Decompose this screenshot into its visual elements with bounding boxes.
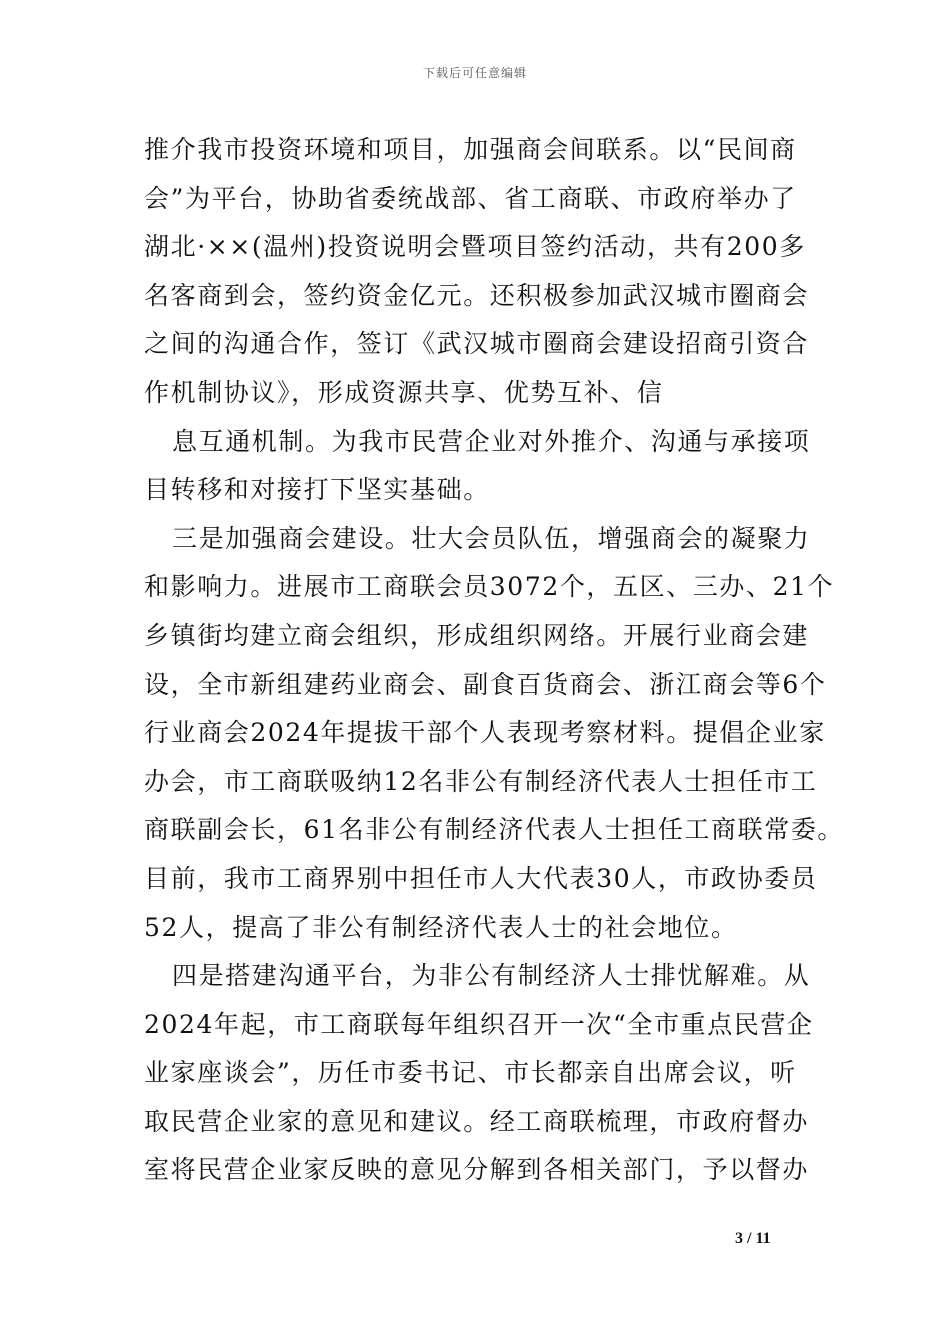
- text-line: 办会，市工商联吸纳12名非公有制经济代表人士担任市工: [144, 766, 818, 796]
- paragraph-4: [144, 952, 814, 1195]
- text-line: 息互通机制。为我市民营企业对外推介、沟通与承接项: [172, 426, 811, 456]
- text-line: 推介我市投资环境和项目，加强商会间联系。以“民间商: [144, 135, 797, 164]
- text-line: 商联副会长，61名非公有制经济代表人士担任工商联常委。: [144, 815, 845, 845]
- text-line: 湖北·××(温州)投资说明会暨项目签约活动，共有200多: [144, 232, 806, 262]
- text-line: 取民营企业家的意见和建议。经工商联梳理，市政府督办: [144, 1106, 810, 1136]
- page-header: 下载后可任意编辑: [422, 66, 527, 80]
- text-line: 设，全市新组建药业商会、副食百货商会、浙江商会等6个: [144, 669, 827, 699]
- text-line: 室将民营企业家反映的意见分解到各相关部门，予以督办: [144, 1155, 810, 1185]
- text-line: 作机制协议》，形成资源共享、优势互补、信: [144, 377, 664, 407]
- text-line: 和影响力。进展市工商联会员3072个，五区、三办、21个: [144, 572, 835, 602]
- text-line: 之间的沟通合作，签订《武汉城市圈商会建设招商引资合: [144, 329, 810, 359]
- text-line: 乡镇街均建立商会组织，形成组织网络。开展行业商会建: [144, 620, 810, 650]
- text-line: 行业商会2024年提拔干部个人表现考察材料。提倡企业家: [144, 718, 826, 748]
- text-line: 会”为平台，协助省委统战部、省工商联、市政府举办了: [144, 183, 797, 213]
- document-body: [144, 126, 845, 1195]
- paragraph-3: [144, 515, 845, 952]
- text-line: 目转移和对接打下坚实基础。: [144, 475, 490, 505]
- paragraph-2: [144, 418, 814, 515]
- text-line: 业家座谈会”，历任市委书记、市长都亲自出席会议，听: [144, 1058, 797, 1088]
- text-line: 四是搭建沟通平台，为非公有制经济人士排忧解难。从: [172, 961, 811, 991]
- text-line: 52人，提高了非公有制经济代表人士的社会地位。: [144, 912, 738, 942]
- text-line: 2024年起，市工商联每年组织召开一次“全市重点民营企: [144, 1009, 814, 1039]
- paragraph-1: [144, 126, 814, 418]
- text-line: 三是加强商会建设。壮大会员队伍，增强商会的凝聚力: [172, 523, 811, 553]
- page-number: 3 / 11: [735, 1230, 771, 1247]
- text-line: 目前，我市工商界别中担任市人大代表30人，市政协委员: [144, 863, 818, 893]
- text-line: 名客商到会，签约资金亿元。还积极参加武汉城市圈商会: [144, 280, 810, 310]
